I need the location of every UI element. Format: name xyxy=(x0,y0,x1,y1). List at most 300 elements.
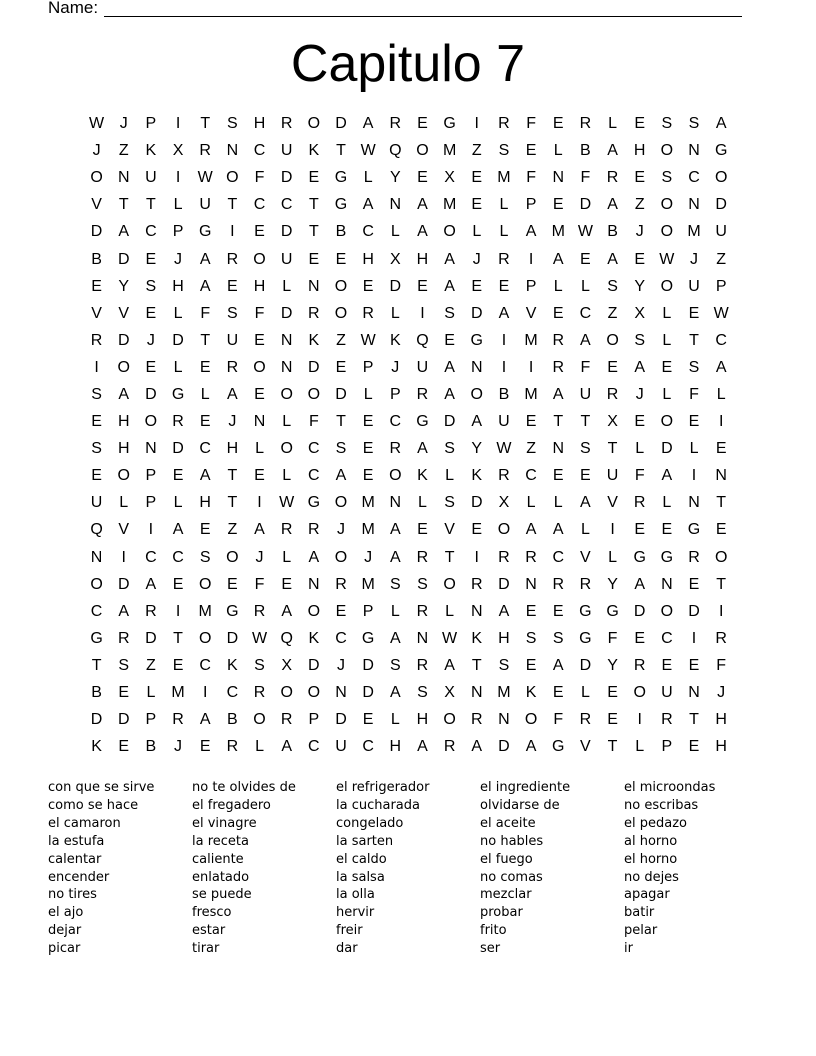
grid-letter: U xyxy=(579,385,592,403)
grid-letter: S xyxy=(580,440,591,458)
grid-letter: A xyxy=(417,440,428,458)
grid-letter: R xyxy=(362,304,374,322)
grid-letter: D xyxy=(498,575,510,593)
grid-letter: E xyxy=(362,440,374,458)
grid-letter: E xyxy=(199,521,211,539)
grid-letter: R xyxy=(525,548,537,566)
grid-letter: L xyxy=(173,358,183,376)
grid-letter: A xyxy=(552,385,564,403)
grid-letter: O xyxy=(443,223,456,241)
grid-letter: S xyxy=(688,115,700,133)
grid-letter: J xyxy=(92,142,101,160)
grid-letter: S xyxy=(335,440,347,458)
grid-letter: A xyxy=(308,548,320,566)
grid-letter: E xyxy=(688,413,700,431)
grid-letter: S xyxy=(444,440,455,458)
word-bank-item: el fregadero xyxy=(192,797,271,813)
grid-letter: O xyxy=(198,629,212,647)
grid-letter: V xyxy=(580,548,591,566)
grid-letter: O xyxy=(117,467,130,485)
grid-letter: V xyxy=(118,304,130,322)
grid-letter: S xyxy=(688,358,700,376)
grid-letter: R xyxy=(552,331,565,349)
grid-letter: G xyxy=(579,602,592,620)
grid-letter: R xyxy=(308,304,320,322)
grid-letter: P xyxy=(145,467,157,485)
grid-letter: D xyxy=(470,304,483,322)
grid-letter: O xyxy=(660,196,674,214)
grid-letter: O xyxy=(714,169,728,187)
grid-letter: D xyxy=(362,684,374,702)
word-bank-item: hervir xyxy=(336,905,375,921)
grid-letter: R xyxy=(416,656,429,674)
grid-letter: J xyxy=(364,548,373,566)
grid-letter: P xyxy=(362,602,374,620)
grid-letter: E xyxy=(444,331,455,349)
grid-letter: A xyxy=(634,358,646,376)
word-bank-item: batir xyxy=(624,905,655,921)
grid-row xyxy=(83,137,735,164)
grid-letter: O xyxy=(660,277,674,295)
grid-letter: B xyxy=(335,223,347,241)
grid-letter: P xyxy=(145,115,157,133)
grid-letter: S xyxy=(634,331,646,349)
word-bank-item: el vinagre xyxy=(192,815,257,831)
grid-letter: T xyxy=(200,115,211,133)
grid-letter: E xyxy=(145,304,157,322)
grid-letter: H xyxy=(117,440,130,458)
grid-row xyxy=(83,706,735,733)
grid-letter: T xyxy=(444,548,455,566)
grid-letter: N xyxy=(552,440,565,458)
grid-letter: M xyxy=(524,331,538,349)
grid-letter: H xyxy=(172,277,184,295)
grid-letter: T xyxy=(607,738,618,756)
grid-letter: N xyxy=(280,358,293,376)
grid-letter: K xyxy=(227,656,238,674)
grid-letter: A xyxy=(607,250,618,268)
grid-letter: L xyxy=(255,738,264,756)
grid-letter: G xyxy=(226,602,239,620)
grid-letter: S xyxy=(607,277,618,295)
grid-letter: O xyxy=(253,358,266,376)
grid-letter: R xyxy=(389,440,402,458)
grid-letter: R xyxy=(389,115,402,133)
grid-letter: E xyxy=(552,196,564,214)
grid-letter: A xyxy=(335,467,347,485)
grid-letter: O xyxy=(117,358,130,376)
grid-letter: E xyxy=(580,467,591,485)
grid-letter: E xyxy=(417,521,428,539)
grid-row xyxy=(83,462,735,489)
grid-letter: C xyxy=(90,602,103,620)
grid-letter: D xyxy=(335,115,347,133)
grid-letter: A xyxy=(389,684,401,702)
grid-letter: S xyxy=(145,277,157,295)
grid-letter: X xyxy=(607,413,618,431)
grid-letter: E xyxy=(688,738,700,756)
grid-letter: I xyxy=(718,602,724,620)
grid-letter: E xyxy=(172,575,184,593)
grid-letter: D xyxy=(226,629,239,647)
grid-letter: F xyxy=(689,385,699,403)
grid-row xyxy=(83,354,735,381)
grid-letter: O xyxy=(416,142,429,160)
grid-letter: E xyxy=(91,467,102,485)
word-bank-item: fresco xyxy=(192,905,232,921)
grid-letter: B xyxy=(607,223,618,241)
grid-letter: X xyxy=(281,656,292,674)
grid-letter: R xyxy=(335,575,347,593)
grid-letter: A xyxy=(607,196,618,214)
grid-letter: V xyxy=(444,521,455,539)
grid-letter: I xyxy=(175,115,181,133)
word-bank-item: el aceite xyxy=(480,815,536,831)
grid-letter: R xyxy=(498,467,510,485)
grid-letter: M xyxy=(361,494,375,512)
grid-letter: T xyxy=(716,575,727,593)
word-bank-item: el pedazo xyxy=(624,815,687,831)
grid-letter: J xyxy=(255,548,264,566)
grid-letter: O xyxy=(334,304,348,322)
grid-letter: C xyxy=(579,304,592,322)
grid-letter: K xyxy=(389,331,401,349)
grid-letter: A xyxy=(580,494,591,512)
grid-letter: J xyxy=(146,331,155,349)
grid-letter: N xyxy=(253,413,266,431)
grid-letter: A xyxy=(444,656,455,674)
grid-letter: Z xyxy=(607,304,618,322)
grid-letter: W xyxy=(279,494,295,512)
grid-letter: A xyxy=(254,521,265,539)
grid-letter: L xyxy=(499,223,509,241)
grid-letter: E xyxy=(308,169,320,187)
grid-letter: A xyxy=(362,196,374,214)
grid-letter: W xyxy=(442,629,458,647)
grid-letter: A xyxy=(172,521,184,539)
grid-letter: T xyxy=(689,331,699,349)
grid-letter: V xyxy=(525,304,537,322)
grid-letter: H xyxy=(416,250,429,268)
grid-letter: F xyxy=(254,304,265,322)
grid-letter: W xyxy=(197,169,213,187)
grid-letter: E xyxy=(498,277,510,295)
grid-letter: L xyxy=(553,142,563,160)
grid-letter: B xyxy=(227,711,238,729)
grid-letter: J xyxy=(174,738,183,756)
grid-letter: N xyxy=(90,548,103,566)
word-bank-item: el microondas xyxy=(624,780,716,795)
grid-letter: E xyxy=(145,250,157,268)
grid-letter: L xyxy=(390,223,400,241)
word-bank-item: la sarten xyxy=(336,833,394,849)
grid-letter: P xyxy=(525,196,537,214)
grid-row xyxy=(83,218,735,245)
grid-letter: R xyxy=(226,250,239,268)
grid-letter: C xyxy=(199,440,211,458)
grid-letter: K xyxy=(145,142,157,160)
grid-letter: E xyxy=(227,277,238,295)
word-bank-item: como se hace xyxy=(48,797,139,813)
grid-letter: U xyxy=(199,196,211,214)
word-bank-item: la cucharada xyxy=(336,797,420,813)
grid-letter: S xyxy=(661,115,673,133)
word-bank-item: no escribas xyxy=(624,797,699,813)
grid-letter: Z xyxy=(634,196,645,214)
grid-letter: I xyxy=(501,331,507,349)
grid-row xyxy=(83,733,735,760)
word-bank-item: al horno xyxy=(624,833,678,849)
word-bank-item: la estufa xyxy=(48,833,105,849)
grid-letter: T xyxy=(716,494,727,512)
grid-letter: W xyxy=(713,304,729,322)
grid-letter: E xyxy=(634,521,646,539)
grid-letter: L xyxy=(390,304,400,322)
grid-letter: I xyxy=(94,358,99,376)
grid-letter: Y xyxy=(118,277,130,295)
grid-letter: C xyxy=(199,656,211,674)
grid-letter: U xyxy=(145,169,157,187)
grid-letter: E xyxy=(471,169,483,187)
grid-letter: O xyxy=(253,250,266,268)
grid-letter: O xyxy=(660,602,674,620)
grid-letter: O xyxy=(633,684,646,702)
grid-letter: E xyxy=(417,115,428,133)
grid-letter: T xyxy=(471,656,482,674)
grid-letter: L xyxy=(635,440,645,458)
grid-letter: R xyxy=(443,738,456,756)
grid-letter: B xyxy=(91,684,102,702)
grid-letter: S xyxy=(227,115,238,133)
grid-letter: H xyxy=(117,413,130,431)
grid-letter: W xyxy=(360,142,376,160)
grid-letter: R xyxy=(552,358,565,376)
grid-letter: N xyxy=(688,196,700,214)
grid-letter: A xyxy=(281,738,292,756)
grid-letter: J xyxy=(690,250,699,268)
grid-letter: T xyxy=(227,196,238,214)
grid-letter: G xyxy=(633,548,646,566)
grid-letter: R xyxy=(226,738,239,756)
grid-letter: Z xyxy=(471,142,482,160)
grid-letter: T xyxy=(118,196,129,214)
grid-letter: O xyxy=(714,548,728,566)
grid-letter: X xyxy=(498,494,510,512)
grid-letter: L xyxy=(390,602,400,620)
grid-letter: M xyxy=(442,142,457,160)
grid-letter: D xyxy=(579,656,592,674)
grid-letter: I xyxy=(474,115,479,133)
grid-letter: E xyxy=(91,413,102,431)
grid-letter: N xyxy=(226,142,239,160)
grid-letter: L xyxy=(146,684,156,702)
grid-letter: D xyxy=(145,629,157,647)
grid-letter: I xyxy=(148,521,154,539)
grid-letter: I xyxy=(691,629,697,647)
word-bank-item: la olla xyxy=(336,887,375,903)
grid-letter: A xyxy=(199,467,211,485)
grid-letter: H xyxy=(253,115,266,133)
grid-letter: U xyxy=(606,467,619,485)
grid-letter: M xyxy=(361,521,375,539)
grid-letter: S xyxy=(254,656,265,674)
grid-letter: O xyxy=(334,548,348,566)
grid-letter: F xyxy=(553,711,564,729)
grid-row xyxy=(83,679,735,706)
grid-letter: L xyxy=(282,413,292,431)
grid-letter: A xyxy=(417,738,428,756)
word-bank-item: freir xyxy=(336,923,363,939)
grid-letter: A xyxy=(607,142,618,160)
grid-letter: O xyxy=(334,494,348,512)
grid-letter: J xyxy=(717,684,726,702)
grid-row xyxy=(83,408,735,435)
grid-letter: T xyxy=(336,142,346,160)
grid-row xyxy=(83,571,735,598)
grid-letter: N xyxy=(416,629,429,647)
grid-letter: O xyxy=(226,548,239,566)
grid-letter: R xyxy=(416,548,429,566)
grid-letter: E xyxy=(471,521,483,539)
name-label: Name: xyxy=(48,0,99,17)
grid-letter: A xyxy=(199,250,211,268)
grid-letter: C xyxy=(661,629,673,647)
grid-letter: L xyxy=(255,440,264,458)
grid-letter: N xyxy=(308,277,320,295)
grid-letter: C xyxy=(715,331,727,349)
grid-letter: E xyxy=(362,277,374,295)
grid-letter: R xyxy=(606,169,619,187)
grid-letter: U xyxy=(498,413,510,431)
grid-letter: L xyxy=(608,115,617,133)
grid-letter: D xyxy=(172,440,184,458)
grid-letter: W xyxy=(251,629,268,647)
grid-letter: Q xyxy=(90,521,103,539)
grid-letter: S xyxy=(118,656,130,674)
grid-letter: I xyxy=(718,413,724,431)
grid-letter: O xyxy=(606,331,619,349)
grid-letter: A xyxy=(715,358,727,376)
grid-letter: R xyxy=(416,385,429,403)
grid-letter: K xyxy=(91,738,102,756)
grid-row xyxy=(83,516,735,543)
grid-letter: Y xyxy=(471,440,483,458)
word-bank-item: probar xyxy=(480,905,523,921)
grid-letter: D xyxy=(172,331,184,349)
grid-row xyxy=(83,191,735,218)
grid-letter: O xyxy=(443,711,456,729)
grid-letter: L xyxy=(662,304,672,322)
grid-letter: E xyxy=(362,413,374,431)
grid-letter: V xyxy=(118,521,130,539)
grid-letter: K xyxy=(471,467,483,485)
grid-letter: D xyxy=(498,738,510,756)
grid-letter: S xyxy=(199,548,211,566)
grid-letter: G xyxy=(90,629,103,647)
grid-letter: J xyxy=(228,413,237,431)
word-bank-item: con que se sirve xyxy=(48,780,155,795)
grid-letter: R xyxy=(633,494,646,512)
grid-letter: C xyxy=(172,548,184,566)
grid-letter: A xyxy=(444,385,455,403)
grid-letter: A xyxy=(417,223,428,241)
grid-letter: A xyxy=(417,196,428,214)
grid-letter: R xyxy=(470,711,483,729)
grid-letter: G xyxy=(307,494,321,512)
grid-letter: Q xyxy=(280,629,293,647)
grid-letter: J xyxy=(336,656,345,674)
grid-letter: L xyxy=(173,196,183,214)
grid-letter: L xyxy=(662,385,672,403)
grid-letter: C xyxy=(362,223,374,241)
grid-letter: L xyxy=(390,711,400,729)
grid-row xyxy=(83,164,735,191)
grid-letter: W xyxy=(659,250,675,268)
grid-letter: E xyxy=(172,656,184,674)
grid-letter: P xyxy=(145,494,157,512)
grid-letter: R xyxy=(579,711,592,729)
word-bank-item: calentar xyxy=(48,851,102,867)
grid-letter: E xyxy=(552,304,564,322)
grid-letter: A xyxy=(552,656,564,674)
grid-letter: A xyxy=(227,385,238,403)
grid-letter: C xyxy=(525,467,537,485)
grid-letter: O xyxy=(198,575,212,593)
grid-letter: L xyxy=(363,169,373,187)
grid-letter: R xyxy=(199,142,211,160)
grid-letter: R xyxy=(579,115,592,133)
word-bank-item: la receta xyxy=(192,833,249,849)
grid-letter: T xyxy=(607,440,618,458)
grid-letter: S xyxy=(91,440,102,458)
grid-letter: F xyxy=(716,656,727,674)
grid-letter: K xyxy=(471,629,483,647)
grid-letter: D xyxy=(280,304,293,322)
grid-letter: P xyxy=(389,385,401,403)
grid-letter: K xyxy=(308,331,320,349)
grid-letter: A xyxy=(498,304,510,322)
word-bank-column xyxy=(624,779,768,958)
grid-letter: A xyxy=(444,358,455,376)
grid-letter: S xyxy=(552,629,564,647)
grid-letter: Y xyxy=(607,575,618,593)
grid-letter: U xyxy=(335,738,347,756)
grid-letter: D xyxy=(308,358,320,376)
grid-letter: L xyxy=(580,277,590,295)
grid-row xyxy=(83,110,735,137)
grid-letter: I xyxy=(121,548,126,566)
name-line xyxy=(104,16,742,17)
grid-letter: O xyxy=(307,115,321,133)
grid-letter: N xyxy=(525,575,537,593)
grid-letter: H xyxy=(633,142,646,160)
grid-letter: L xyxy=(553,277,563,295)
grid-letter: C xyxy=(253,196,266,214)
grid-letter: S xyxy=(417,684,428,702)
grid-letter: T xyxy=(173,629,183,647)
grid-letter: R xyxy=(416,602,429,620)
grid-letter: A xyxy=(552,521,564,539)
grid-letter: A xyxy=(444,277,455,295)
grid-letter: D xyxy=(117,711,130,729)
grid-letter: T xyxy=(553,413,564,431)
grid-letter: E xyxy=(362,711,374,729)
grid-letter: D xyxy=(362,656,374,674)
grid-letter: O xyxy=(90,575,103,593)
grid-letter: A xyxy=(145,575,157,593)
grid-letter: T xyxy=(308,196,319,214)
grid-letter: X xyxy=(389,250,401,268)
